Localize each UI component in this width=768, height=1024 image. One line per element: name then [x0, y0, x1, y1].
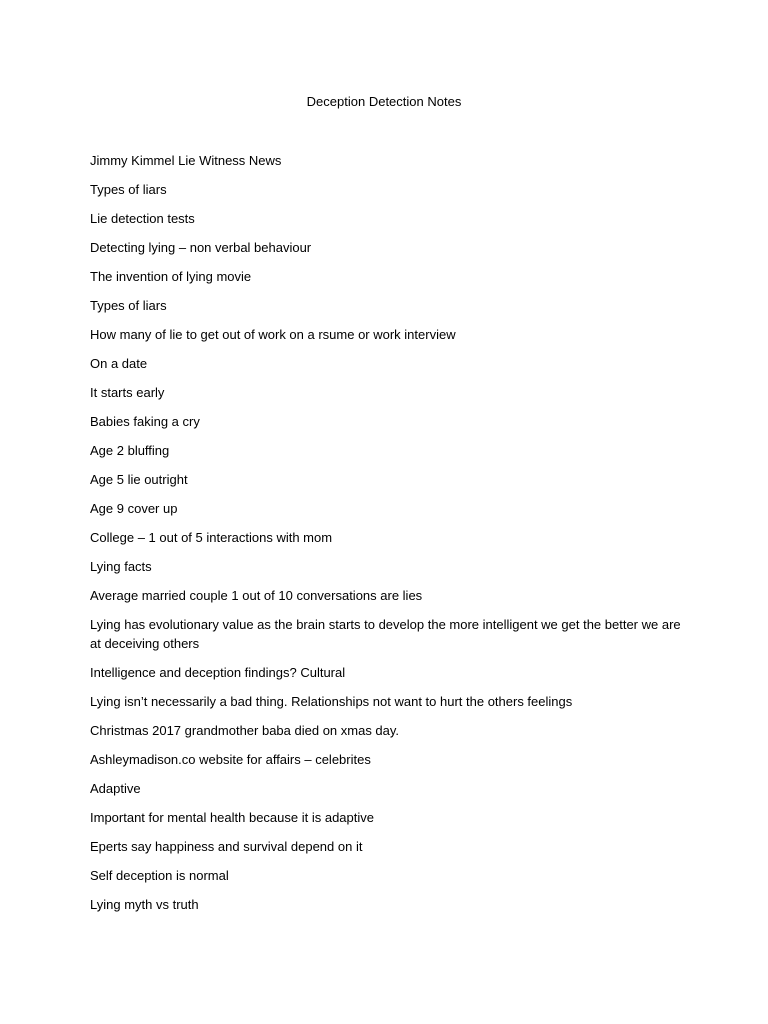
note-line: It starts early	[90, 385, 165, 400]
note-line: Detecting lying – non verbal behaviour	[90, 240, 312, 255]
note-line: How many of lie to get out of work on a rsume or work interview	[90, 327, 456, 342]
note-line: Eperts say happiness and survival depend on it	[90, 839, 363, 854]
note-line: Lying isn’t necessarily a bad thing. Relationships not want to hurt the others feelings	[90, 694, 573, 709]
note-line: Self deception is normal	[90, 868, 229, 883]
note-line: Types of liars	[90, 182, 167, 197]
note-line: Babies faking a cry	[90, 414, 200, 429]
note-line: Age 5 lie outright	[90, 472, 188, 487]
note-line: Ashleymadison.co website for affairs – celebrites	[90, 752, 371, 767]
note-line: Important for mental health because it is adaptive	[90, 810, 374, 825]
notes-list	[90, 151, 690, 924]
note-line: Lie detection tests	[90, 211, 195, 226]
document-title: Deception Detection Notes	[306, 94, 462, 109]
note-line: The invention of lying movie	[90, 269, 252, 284]
note-line: Age 2 bluffing	[90, 443, 170, 458]
note-line: Intelligence and deception findings? Cultural	[90, 665, 346, 680]
note-line: Average married couple 1 out of 10 conversations are lies	[90, 588, 423, 603]
note-line: College – 1 out of 5 interactions with mom	[90, 530, 333, 545]
note-line: Types of liars	[90, 298, 167, 313]
note-line: Christmas 2017 grandmother baba died on xmas day.	[90, 723, 400, 738]
note-line: On a date	[90, 356, 148, 371]
note-line: Adaptive	[90, 781, 141, 796]
note-line: Lying facts	[90, 559, 152, 574]
note-line: Jimmy Kimmel Lie Witness News	[90, 153, 282, 168]
note-line: Lying has evolutionary value as the brain starts to develop the more intelligent we get the better we are at deceiving others	[90, 617, 681, 651]
note-line: Age 9 cover up	[90, 501, 178, 516]
note-line: Lying myth vs truth	[90, 897, 199, 912]
